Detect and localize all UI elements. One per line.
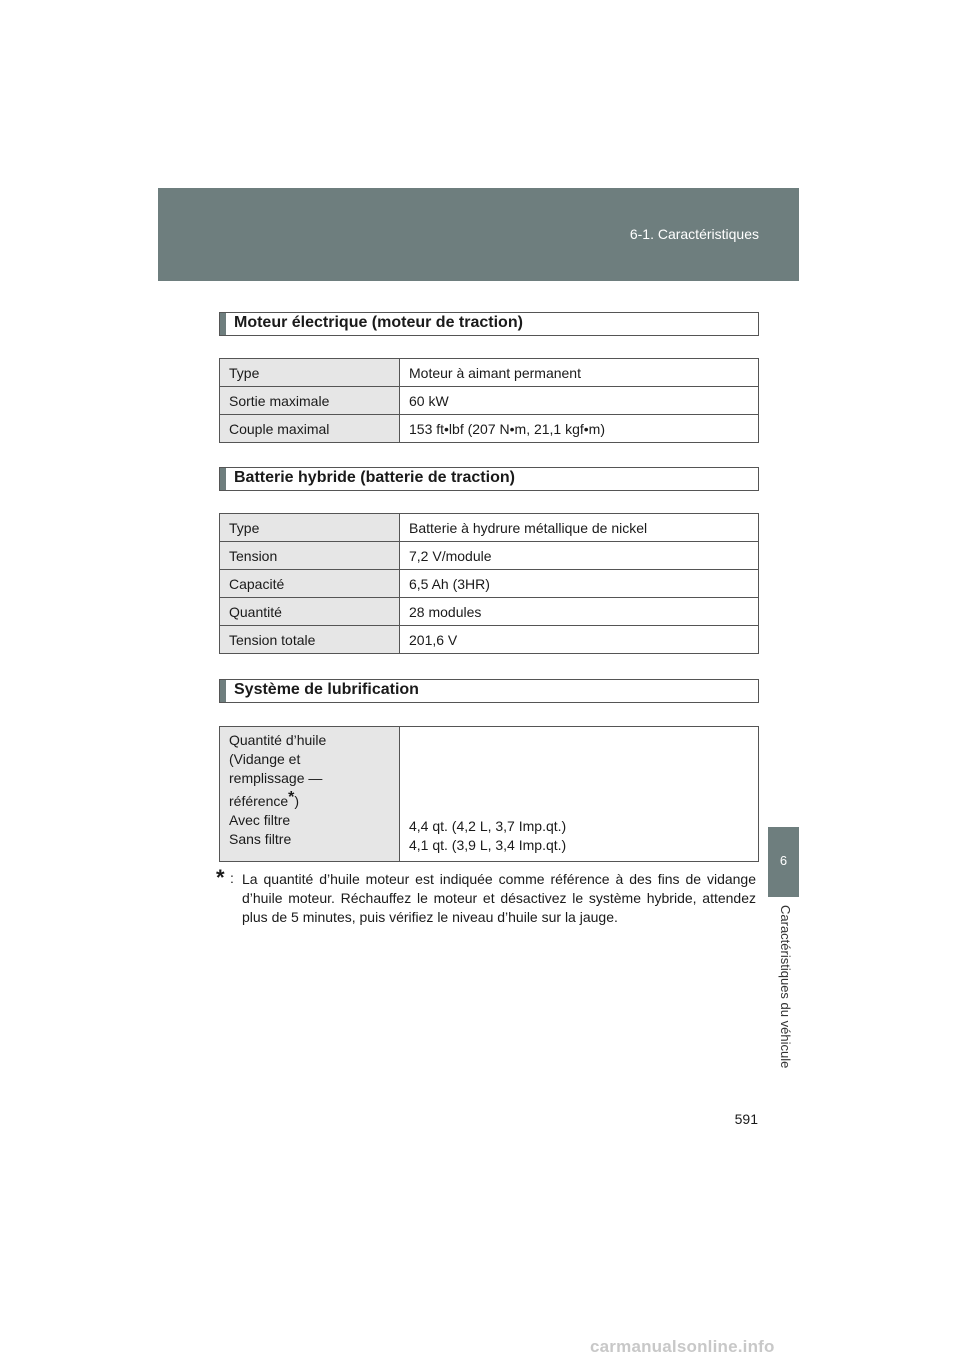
- hybrid-battery-table: [219, 513, 759, 654]
- lubrication-table: [219, 726, 759, 862]
- table-row: [220, 727, 759, 862]
- without-filter-value: 4,1 qt. (3,9 L, 3,4 Imp.qt.): [409, 837, 567, 853]
- row-value: Moteur à aimant permanent: [400, 359, 759, 387]
- section-title-hybrid-battery: [219, 467, 759, 491]
- row-label: Sortie maximale: [220, 387, 400, 415]
- row-value: 7,2 V/module: [400, 542, 759, 570]
- footnote-colon: :: [230, 870, 234, 886]
- electric-motor-table: [219, 358, 759, 443]
- row-label: Type: [220, 359, 400, 387]
- row-value: 28 modules: [400, 598, 759, 626]
- footnote-star: *: [288, 789, 295, 806]
- table-row: [220, 570, 759, 598]
- watermark: carmanualsonline.info: [590, 1337, 775, 1356]
- oil-label-close: ): [294, 793, 300, 809]
- section-title-text: Batterie hybride (batterie de traction): [234, 469, 515, 486]
- row-value: Batterie à hydrure métallique de nickel: [400, 514, 759, 542]
- oil-label-line: [229, 788, 390, 811]
- with-filter-label: Avec filtre: [229, 812, 291, 828]
- oil-label-line: Quantité d’huile: [229, 732, 327, 748]
- chapter-tab: [768, 827, 799, 897]
- oil-label-reference: référence: [229, 793, 289, 809]
- section-title-bar: [220, 313, 226, 335]
- section-title-lubrication: [219, 679, 759, 703]
- table-row: [220, 415, 759, 443]
- row-label: Quantité: [220, 598, 400, 626]
- table-row: [220, 542, 759, 570]
- row-label: Tension totale: [220, 626, 400, 654]
- oil-label-line: remplissage —: [229, 770, 323, 786]
- row-value: 6,5 Ah (3HR): [400, 570, 759, 598]
- footnote-star: *: [216, 865, 225, 890]
- row-value: 60 kW: [400, 387, 759, 415]
- row-value: 153 ft•lbf (207 N•m, 21,1 kgf•m): [400, 415, 759, 443]
- footnote-text: La quantité d’huile moteur est indiquée comme référence à des fins de vidange d’huile moteur. Réchauffez le moteur et désactivez le système hybride, attendez plus de 5 minutes, puis vérifiez le niveau d’huile sur la jauge.: [242, 871, 756, 925]
- section-title-electric-motor: [219, 312, 759, 336]
- header-band: [158, 188, 799, 281]
- table-row: [220, 387, 759, 415]
- oil-label-line: (Vidange et: [229, 751, 301, 767]
- table-row: [220, 359, 759, 387]
- without-filter-label: Sans filtre: [229, 831, 292, 847]
- row-label: Capacité: [220, 570, 400, 598]
- row-label: Type: [220, 514, 400, 542]
- section-title-text: Moteur électrique (moteur de traction): [234, 314, 523, 331]
- table-row: [220, 598, 759, 626]
- section-title-bar: [220, 468, 226, 490]
- oil-quantity-value: [400, 727, 759, 862]
- section-title-bar: [220, 680, 226, 702]
- chapter-label: Caractéristiques du véhicule: [778, 905, 793, 1069]
- page-number: 591: [734, 1111, 758, 1127]
- row-value: 201,6 V: [400, 626, 759, 654]
- row-label: Tension: [220, 542, 400, 570]
- with-filter-value: 4,4 qt. (4,2 L, 3,7 Imp.qt.): [409, 818, 567, 834]
- table-row: [220, 514, 759, 542]
- oil-quantity-label: [220, 727, 400, 862]
- chapter-number: 6: [779, 853, 788, 868]
- header-section-title: 6-1. Caractéristiques: [629, 226, 759, 242]
- section-title-text: Système de lubrification: [234, 681, 419, 698]
- table-row: [220, 626, 759, 654]
- row-label: Couple maximal: [220, 415, 400, 443]
